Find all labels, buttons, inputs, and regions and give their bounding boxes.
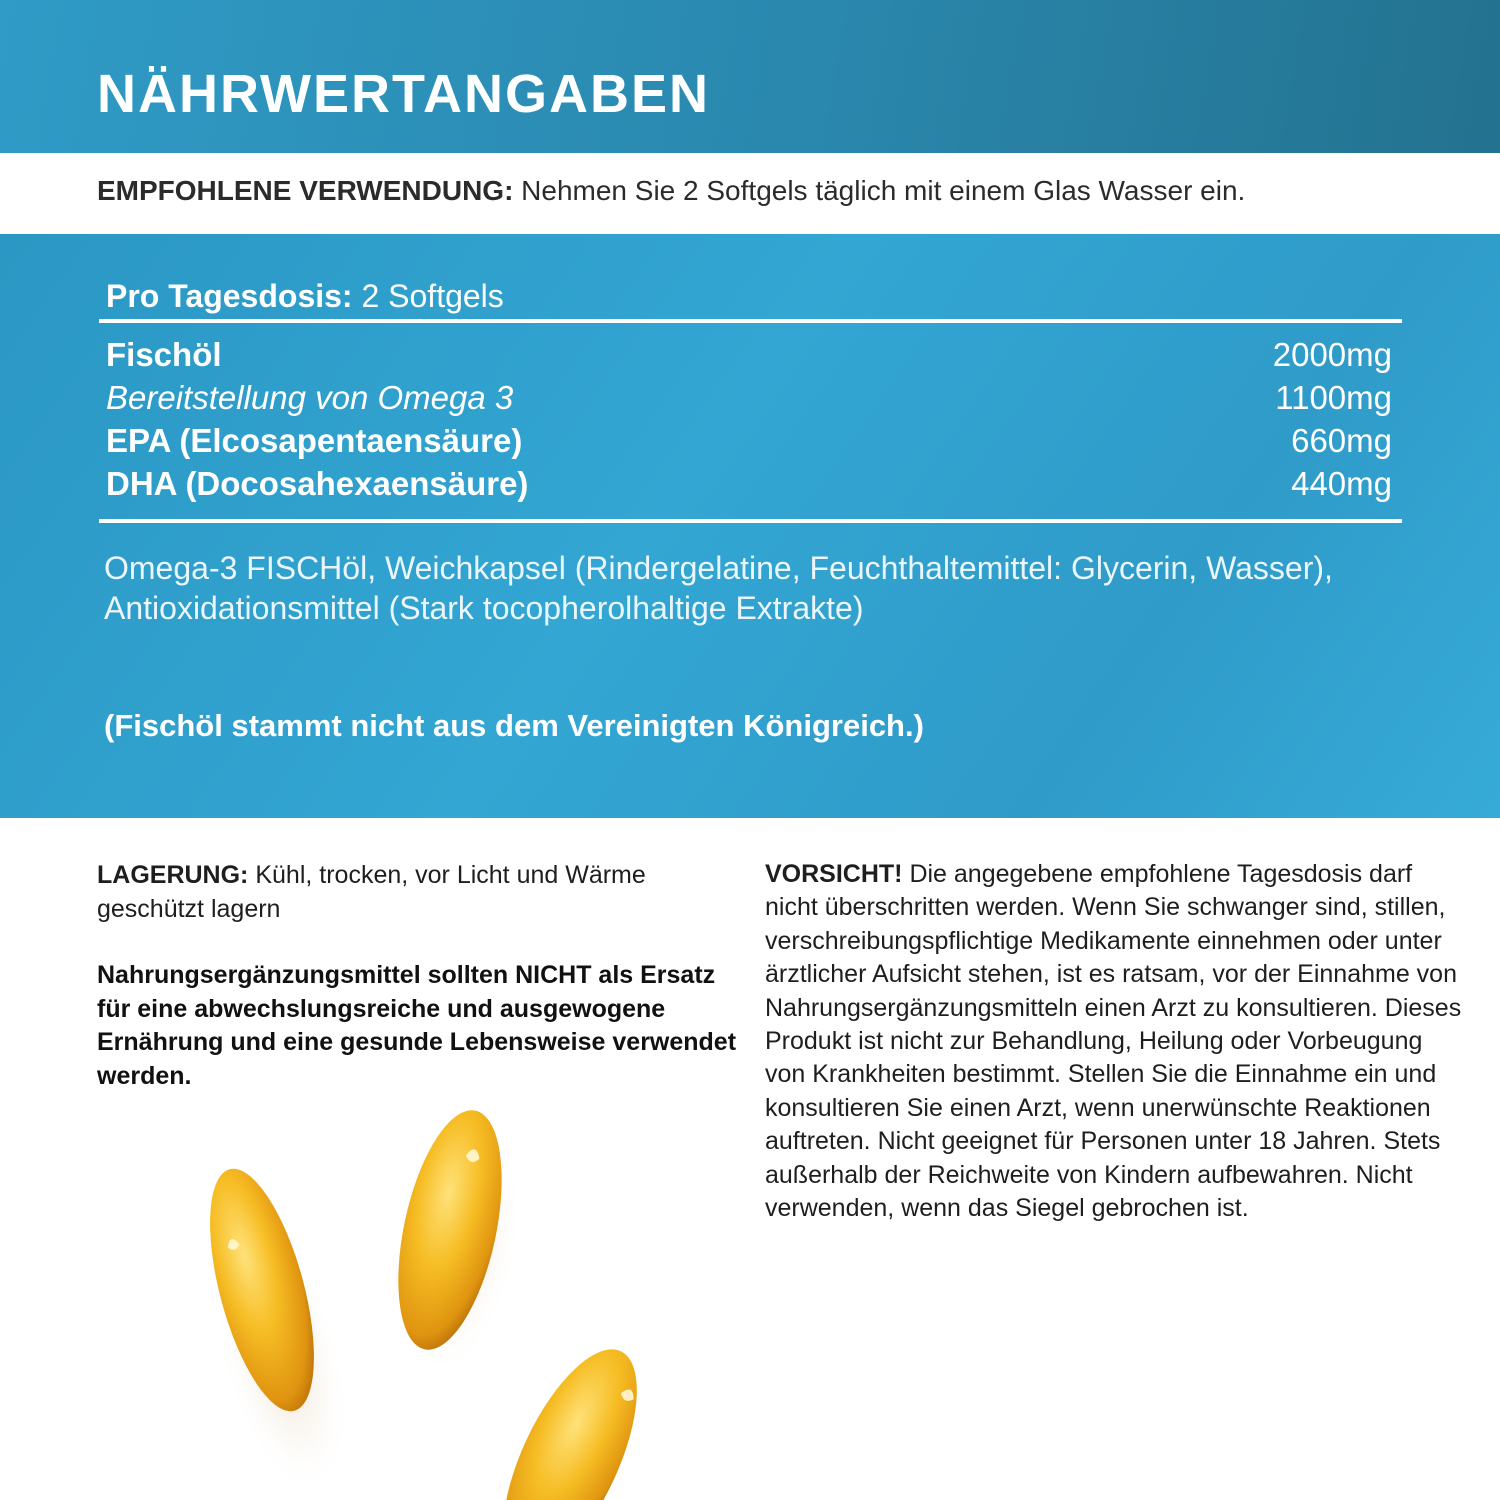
page-title: NÄHRWERTANGABEN — [97, 64, 710, 124]
capsule-middle — [376, 1110, 544, 1389]
storage-label: LAGERUNG: — [97, 861, 249, 889]
softgel-capsules-image — [170, 1110, 650, 1500]
header-banner — [0, 0, 1500, 153]
capsule-right — [476, 1331, 650, 1500]
serving-label: Pro Tagesdosis: — [106, 278, 353, 314]
supplement-notice: Nahrungsergänzungsmittel sollten NICHT als Ersatz für eine abwechslungsreiche und ausgewogene Ernährung und eine gesunde Lebensweise verwendet werden. — [97, 961, 737, 1090]
recommended-use — [97, 171, 1245, 211]
table-top-rule — [99, 319, 1402, 323]
nutrient-name: DHA (Docosahexaensäure) — [106, 465, 529, 502]
nutrient-row — [106, 462, 1392, 505]
nutrient-name: EPA (Elcosapentaensäure) — [106, 422, 523, 459]
nutrient-amount: 660mg — [1291, 422, 1392, 459]
table-bottom-rule — [99, 519, 1402, 523]
nutrient-row — [106, 419, 1392, 462]
nutrient-name: Bereitstellung von Omega 3 — [106, 379, 514, 416]
recommended-use-label: EMPFOHLENE VERWENDUNG: — [97, 175, 514, 206]
nutrient-row — [106, 333, 1392, 376]
nutrient-amount: 2000mg — [1272, 336, 1392, 373]
caution-warning — [765, 858, 1465, 1225]
storage-text: Kühl, trocken, vor Licht und Wärme geschützt lagern — [97, 861, 646, 923]
nutrient-amount: 1100mg — [1275, 379, 1392, 416]
nutrient-amount: 440mg — [1291, 465, 1392, 502]
ingredients-list: Omega-3 FISCHöl, Weichkapsel (Rindergelatine, Feuchthaltemittel: Glycerin, Wasser), Antioxidationsmittel (Stark tocopherolhaltige Extrakte) — [104, 550, 1333, 626]
serving-size — [106, 275, 504, 317]
storage-info — [97, 858, 737, 926]
recommended-use-text: Nehmen Sie 2 Softgels täglich mit einem Glas Wasser ein. — [513, 175, 1246, 206]
caution-label: VORSICHT! — [765, 860, 903, 888]
caution-text: Die angegebene empfohlene Tagesdosis darf nicht überschritten werden. Wenn Sie schwanger sind, stillen, verschreibungspflichtige Medikamente einnehmen oder unter ärztlicher Aufsicht stehen, ist es ratsam, vor der Einnahme von Nahrungsergänzungsmitteln einen Arzt zu konsultieren. Dieses Produkt ist nicht zur Behandlung, Heilung oder Vorbeugung von Krankheiten bestimmt. Stellen Sie die Einnahme ein und konsultieren Sie einen Arzt, wenn unerwünschte Reaktionen auftreten. Nicht geeignet für Personen unter 18 Jahren. Stets außerhalb der Reichweite von Kindern aufbewahren. Nicht verwenden, wenn das Siegel gebrochen ist. — [765, 860, 1462, 1223]
nutrient-name: Fischöl — [106, 336, 222, 373]
serving-value: 2 Softgels — [352, 278, 504, 314]
origin-note: (Fischöl stammt nicht aus dem Vereinigten Königreich.) — [104, 708, 924, 743]
capsule-left — [188, 1158, 376, 1500]
nutrient-row — [106, 376, 1392, 419]
